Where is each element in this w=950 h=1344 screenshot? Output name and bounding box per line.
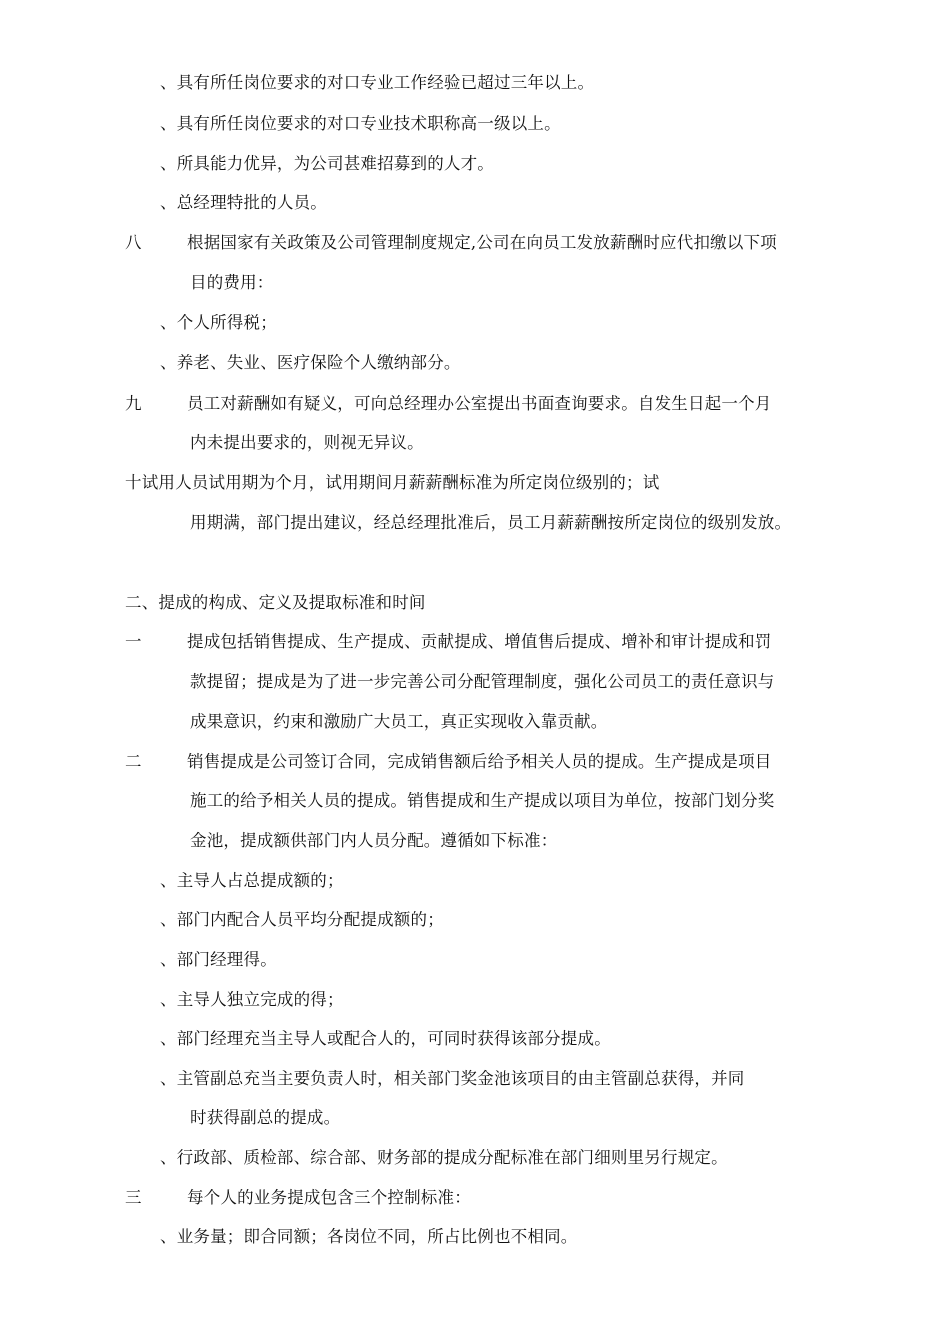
text-line: 、部门经理充当主导人或配合人的，可同时获得该部分提成。 — [160, 1029, 611, 1048]
section-heading: 二、提成的构成、定义及提取标准和时间 — [125, 593, 426, 612]
text-line: 金池，提成额供部门内人员分配。遵循如下标准： — [190, 831, 558, 850]
text-line: 、总经理特批的人员。 — [160, 193, 327, 212]
section-number: 三 — [125, 1188, 142, 1207]
text-line: 、主导人独立完成的得； — [160, 990, 344, 1009]
text-line: 、主导人占总提成额的； — [160, 871, 344, 890]
section-number: 八 — [125, 233, 142, 252]
text-line: 成果意识，约束和激励广大员工，真正实现收入靠贡献。 — [190, 712, 608, 731]
text-line: 、主管副总充当主要负责人时，相关部门奖金池该项目的由主管副总获得，并同 — [160, 1069, 745, 1088]
text-line: 、部门经理得。 — [160, 950, 277, 969]
text-line: 用期满，部门提出建议，经总经理批准后，员工月薪薪酬按所定岗位的级别发放。 — [190, 513, 792, 532]
text-line: 款提留；提成是为了进一步完善公司分配管理制度，强化公司员工的责任意识与 — [190, 672, 775, 691]
text-line: 时获得副总的提成。 — [190, 1108, 341, 1127]
text-line: 、具有所任岗位要求的对口专业技术职称高一级以上。 — [160, 114, 561, 133]
text-line: 施工的给予相关人员的提成。销售提成和生产提成以项目为单位，按部门划分奖 — [190, 791, 775, 810]
text-line: 、行政部、质检部、综合部、财务部的提成分配标准在部门细则里另行规定。 — [160, 1148, 728, 1167]
section-number: 二 — [125, 752, 142, 771]
text-line: 、所具能力优异，为公司甚难招募到的人才。 — [160, 154, 494, 173]
text-line: 、个人所得税； — [160, 313, 277, 332]
text-line: 、部门内配合人员平均分配提成额的； — [160, 910, 444, 929]
section-number: 一 — [125, 632, 142, 651]
text-line: 目的费用： — [190, 273, 274, 292]
text-line: 、养老、失业、医疗保险个人缴纳部分。 — [160, 353, 461, 372]
text-line: 、业务量；即合同额；各岗位不同，所占比例也不相同。 — [160, 1227, 578, 1246]
text-line: 每个人的业务提成包含三个控制标准： — [187, 1188, 471, 1207]
text-line: 根据国家有关政策及公司管理制度规定,公司在向员工发放薪酬时应代扣缴以下项 — [187, 233, 777, 252]
text-line: 、具有所任岗位要求的对口专业工作经验已超过三年以上。 — [160, 73, 595, 92]
text-line: 内未提出要求的，则视无异议。 — [190, 433, 424, 452]
section-number: 九 — [125, 394, 142, 413]
text-line: 提成包括销售提成、生产提成、贡献提成、增值售后提成、增补和审计提成和罚 — [187, 632, 772, 651]
text-line: 十试用人员试用期为个月，试用期间月薪薪酬标准为所定岗位级别的；试 — [125, 473, 660, 492]
text-line: 员工对薪酬如有疑义，可向总经理办公室提出书面查询要求。自发生日起一个月 — [187, 394, 772, 413]
text-line: 销售提成是公司签订合同，完成销售额后给予相关人员的提成。生产提成是项目 — [187, 752, 772, 771]
